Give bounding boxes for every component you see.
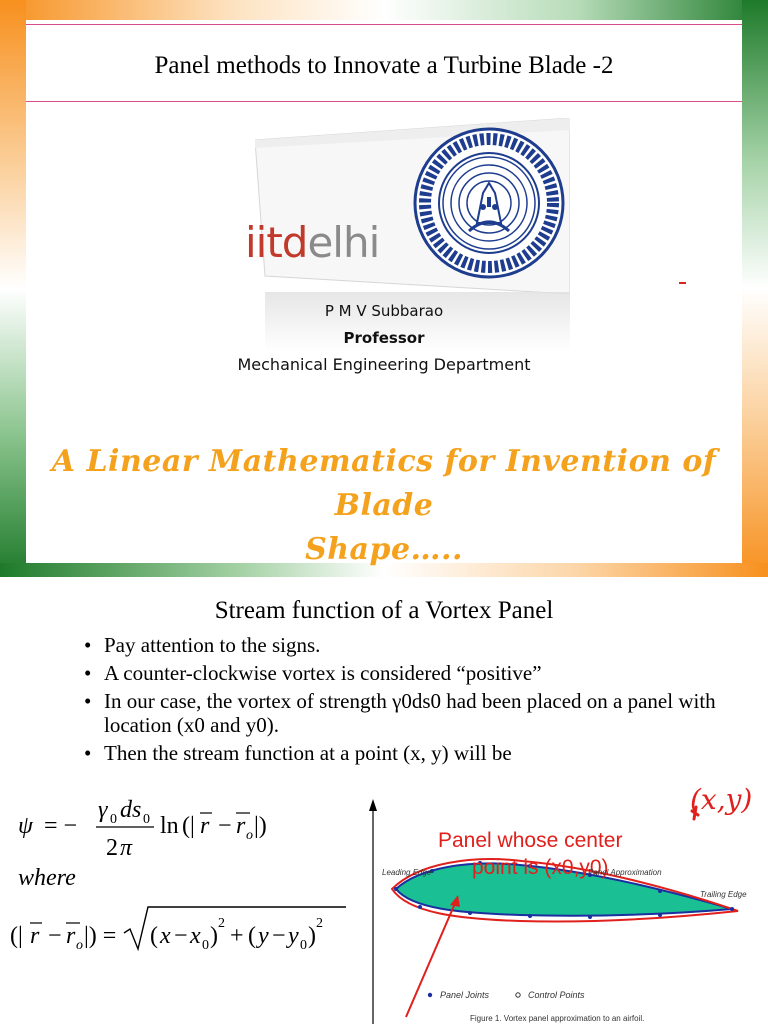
author-name: P M V Subbarao xyxy=(324,302,444,320)
slide-subtitle xyxy=(20,440,748,572)
subtitle-line-1: A Linear Mathematics for Invention of Blade xyxy=(51,444,717,523)
svg-text:π: π xyxy=(120,835,133,861)
legend-joint-marker xyxy=(428,993,432,997)
svg-text:(|: (| xyxy=(10,923,23,949)
bullet-item: • Then the stream function at a point (x, y) will be xyxy=(84,741,512,765)
slide-title: Panel methods to Innovate a Turbine Blade -2 xyxy=(154,52,614,79)
svg-text:(|: (| xyxy=(182,813,195,839)
bullet-item: • A counter-clockwise vortex is considered “positive” xyxy=(84,661,542,685)
red-mark xyxy=(679,282,686,284)
stream-function-formula xyxy=(0,777,360,1007)
iit-seal-icon xyxy=(415,129,563,277)
title-rule xyxy=(26,101,742,102)
svg-text:0: 0 xyxy=(110,812,117,827)
bullet-item: • In our case, the vortex of strength γ0ds0 had been placed on a panel with location (x0 and y0). xyxy=(84,689,716,737)
bullet-icon: • xyxy=(84,633,92,657)
svg-text:= −: = − xyxy=(44,813,78,839)
panel-caption-line-1: Panel whose center xyxy=(438,829,623,852)
vortex-panel-airfoil-diagram xyxy=(360,767,768,1024)
svg-text:r: r xyxy=(200,813,210,839)
svg-text:r: r xyxy=(66,923,76,949)
svg-text:): ) xyxy=(210,923,218,949)
where-label: where xyxy=(18,865,76,891)
svg-text:0: 0 xyxy=(300,938,307,953)
svg-text:(: ( xyxy=(150,923,158,949)
bullet-icon: • xyxy=(84,741,92,765)
svg-text:y: y xyxy=(288,923,299,949)
svg-text:x: x xyxy=(190,923,201,949)
legend-panel-joints: Panel Joints xyxy=(440,990,490,1000)
svg-text:x: x xyxy=(160,923,171,949)
svg-text:0: 0 xyxy=(202,938,209,953)
svg-text:2: 2 xyxy=(218,916,225,931)
svg-text:−: − xyxy=(174,923,188,949)
author-role: Professor xyxy=(343,329,425,347)
svg-text:−: − xyxy=(48,923,62,949)
subtitle-line-2: Shape….. xyxy=(305,532,463,567)
svg-text:o: o xyxy=(246,828,253,843)
panel-caption-line-2: point is (x0,y0) xyxy=(472,856,609,879)
iitdelhi-wordmark: iitdelhi xyxy=(245,218,380,267)
svg-text:(: ( xyxy=(248,923,256,949)
trailing-edge-label: Trailing Edge xyxy=(700,890,747,899)
svg-text:−: − xyxy=(218,813,232,839)
svg-text:ln: ln xyxy=(160,813,179,839)
panel-approximation-label: Panel Approximation xyxy=(588,868,662,877)
svg-text:2: 2 xyxy=(106,835,118,861)
iit-delhi-logo xyxy=(255,118,570,294)
svg-text:|): |) xyxy=(254,813,267,839)
bullet-icon: • xyxy=(84,661,92,685)
svg-text:r: r xyxy=(236,813,246,839)
flag-border-top xyxy=(0,0,768,20)
svg-text:y: y xyxy=(258,923,269,949)
bullet-list xyxy=(84,633,744,769)
svg-text:+: + xyxy=(230,923,244,949)
content-slide xyxy=(0,577,768,1024)
bullet-icon: • xyxy=(84,689,92,713)
leading-edge-label: Leading Edge xyxy=(382,868,432,877)
svg-text:0: 0 xyxy=(143,812,150,827)
svg-text:γ: γ xyxy=(98,797,108,823)
psi-symbol: ψ xyxy=(18,813,33,839)
svg-text:o: o xyxy=(76,938,83,953)
author-department: Mechanical Engineering Department xyxy=(237,355,531,374)
legend-control-points: Control Points xyxy=(528,990,585,1000)
svg-text:): ) xyxy=(308,923,316,949)
slide-title: Stream function of a Vortex Panel xyxy=(214,597,554,624)
axis-arrow-icon xyxy=(369,799,377,811)
svg-text:2: 2 xyxy=(316,916,323,931)
svg-text:ds: ds xyxy=(120,797,142,823)
figure-caption: Figure 1. Vortex panel approximation to an airfoil. xyxy=(470,1014,645,1023)
top-rule xyxy=(26,24,742,25)
bullet-item: • Pay attention to the signs. xyxy=(84,633,321,657)
handwritten-point-label: (x,y) xyxy=(690,783,753,816)
legend-control-marker xyxy=(516,993,520,997)
svg-text:|) =: |) = xyxy=(84,923,117,949)
svg-text:r: r xyxy=(30,923,40,949)
svg-text:−: − xyxy=(272,923,286,949)
